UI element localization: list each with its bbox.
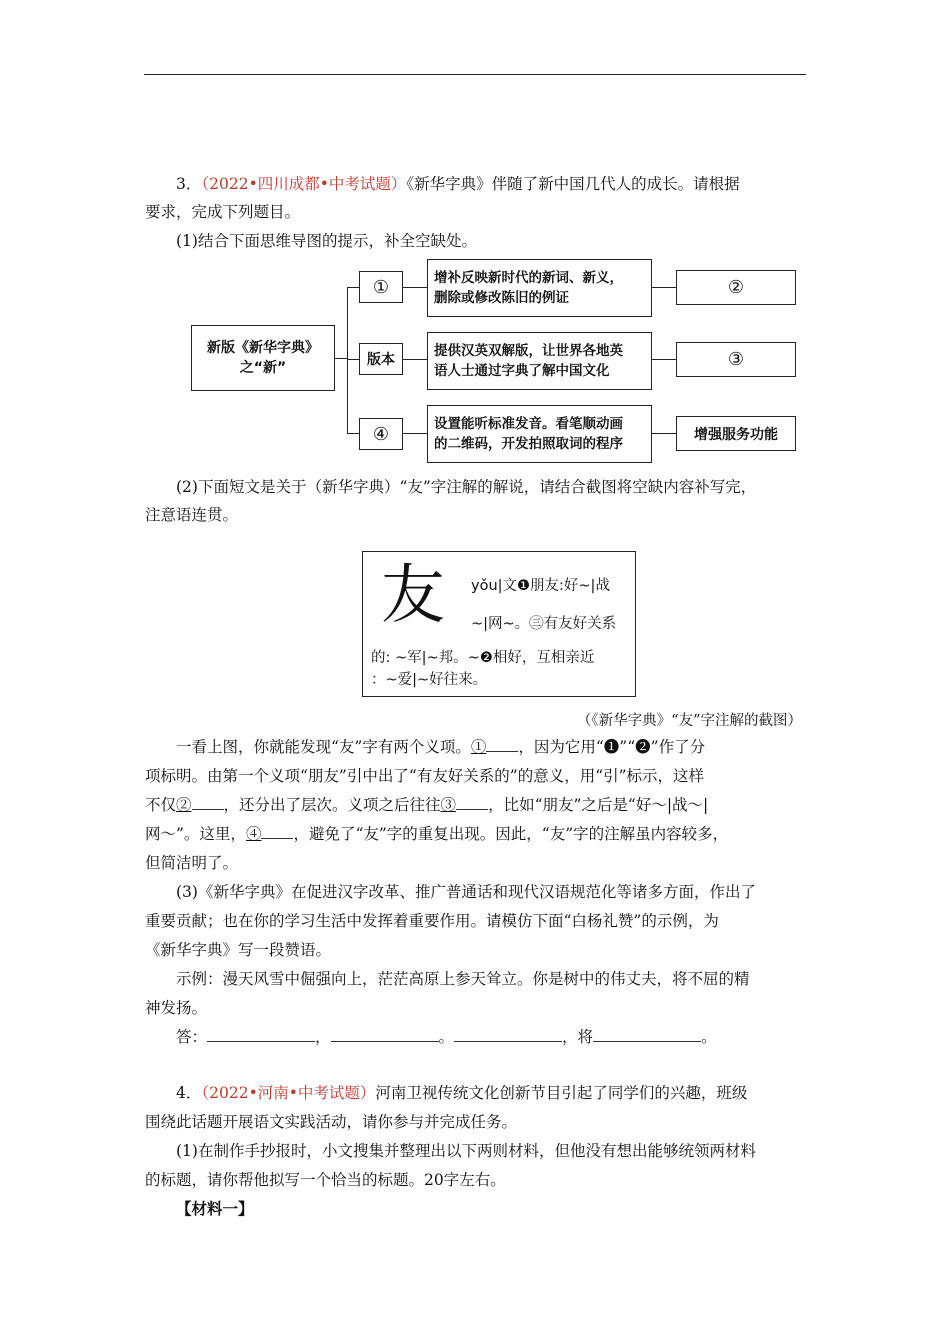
connector — [403, 359, 427, 360]
dict-line4: ：~爱|~好往来。 — [371, 672, 488, 688]
q4-stem-line2: 围绕此话题开展语文实践活动，请你参与并完成任务。 — [145, 1113, 518, 1131]
para-text: ，还分出了层次。义项之后往往 — [223, 796, 441, 814]
para-line5: 但简洁明了。 — [145, 854, 239, 872]
desc-1-line2: 删除或修改陈旧的例证 — [434, 290, 569, 306]
dictionary-entry-box — [362, 551, 636, 697]
answer-sep: ，将 — [562, 1028, 594, 1046]
answer-blank — [261, 824, 293, 839]
mindmap-root-line1: 新版《新华字典》 — [207, 340, 319, 356]
q4-part1-line2: 的标题，请你帮他拟写一个恰当的标题。20字左右。 — [145, 1171, 506, 1189]
answer-blank — [192, 795, 224, 810]
answer-blank — [454, 1027, 562, 1042]
q4-number: 4． — [176, 1084, 202, 1102]
q4-source: （2022•河南•中考试题） — [201, 1084, 376, 1102]
answer-line — [176, 1027, 717, 1047]
connector — [347, 433, 359, 434]
desc-3-line2: 的二维码，开发拍照取词的程序 — [434, 436, 623, 452]
para-text: 一看上图，你就能发现“友”字有两个义项。 — [176, 738, 471, 756]
blank-marker-2: ② — [176, 796, 192, 814]
para-line4 — [145, 824, 728, 844]
dict-caption: （《新华字典》“友”字注解的截图） — [576, 713, 802, 729]
q3-part3-line3: 《新华字典》写一段赞语。 — [145, 941, 332, 959]
q3-number: 3． — [176, 175, 202, 193]
q4-stem-line1 — [176, 1083, 747, 1103]
answer-blank — [207, 1027, 315, 1042]
mindmap-version: 版本 — [359, 343, 403, 375]
para-line2: 项标明。由第一个义项“朋友”引中出了“有友好关系的”的意义，用“引”标示，这样 — [145, 767, 705, 785]
blank-marker-4: ④ — [245, 825, 262, 843]
headword: 友 — [381, 559, 445, 633]
mindmap-desc-2 — [427, 332, 652, 390]
q3-part3-line2: 重要贡献；也在你的学习生活中发挥着重要作用。请模仿下面“白杨礼赞”的示例，为 — [145, 912, 719, 930]
connector — [347, 287, 359, 288]
desc-1-line1: 增补反映新时代的新词、新义， — [434, 270, 623, 286]
connector — [347, 359, 359, 360]
dict-line1: yǒu|文❶朋友:好~|战 — [471, 578, 610, 594]
connector — [403, 287, 427, 288]
header-rule — [144, 74, 806, 75]
desc-2-line2: 语人士通过字典了解中国文化 — [434, 363, 610, 379]
mindmap-blank-3: ③ — [676, 342, 796, 377]
dict-line2: ~|网~。㊂有友好关系 — [471, 616, 617, 632]
mindmap-service: 增强服务功能 — [676, 416, 796, 451]
q3-stem-text: 《新华字典》伴随了新中国几代人的成长。请根据 — [406, 175, 740, 193]
para-text: ，比如“朋友”之后是“好～|战～| — [488, 796, 709, 814]
blank-marker-1: ① — [470, 738, 487, 756]
q4-stem-text: 河南卫视传统文化创新节目引起了同学们的兴趣，班级 — [375, 1084, 748, 1102]
connector — [652, 359, 676, 360]
example-line2: 神发扬。 — [145, 999, 208, 1017]
desc-3-line1: 设置能听标准发音。看笔顺动画 — [434, 416, 623, 432]
q3-stem-line1 — [176, 174, 740, 194]
answer-blank — [593, 1027, 701, 1042]
mindmap-desc-1 — [427, 259, 652, 317]
mindmap-root-line2: 之“新” — [239, 360, 287, 376]
para-text: ，因为它用“❶”“❷”作了分 — [518, 738, 706, 756]
q3-stem-line2: 要求，完成下列题目。 — [145, 203, 301, 221]
answer-sep: ， — [315, 1028, 331, 1046]
q3-source: （2022•四川成都•中考试题） — [201, 175, 407, 193]
mindmap-blank-4: ④ — [359, 418, 403, 450]
connector — [403, 433, 427, 434]
mindmap-root — [191, 325, 335, 391]
para-line3 — [145, 795, 708, 815]
connector — [652, 433, 676, 434]
answer-label: 答： — [176, 1028, 208, 1046]
example-line1: 示例：漫天风雪中倔强向上，茫茫高原上参天耸立。你是树中的伟丈夫，将不屈的精 — [176, 970, 750, 988]
mindmap-blank-1: ① — [359, 271, 403, 303]
para-line1 — [176, 737, 705, 757]
connector — [652, 287, 676, 288]
material-1-label: 【材料一】 — [176, 1199, 254, 1218]
q4-part1-line1: (1)在制作手抄报时，小文搜集并整理出以下两则材料，但他没有想出能够统领两材料 — [176, 1142, 756, 1160]
q3-part1: (1)结合下面思维导图的提示，补全空缺处。 — [176, 232, 477, 250]
dict-line3: 的: ~军|~邦。~❷相好，互相亲近 — [371, 650, 595, 666]
q3-part2-line1: (2)下面短文是关于（新华字典）“友”字注解的解说，请结合截图将空缺内容补写完， — [176, 478, 757, 496]
connector — [347, 287, 348, 433]
answer-blank — [456, 795, 488, 810]
q3-part3-line1: (3)《新华字典》在促进汉字改革、推广普通话和现代汉语规范化等诸多方面，作出了 — [176, 883, 756, 901]
blank-marker-3: ③ — [440, 796, 457, 814]
para-text: 不仅 — [145, 796, 177, 814]
connector — [335, 358, 347, 359]
answer-sep: 。 — [438, 1028, 455, 1046]
desc-2-line1: 提供汉英双解版，让世界各地英 — [434, 343, 623, 359]
answer-blank — [331, 1027, 439, 1042]
answer-blank — [486, 737, 518, 752]
mindmap-desc-3 — [427, 405, 652, 463]
para-text: 网～”。这里， — [145, 825, 246, 843]
mindmap-blank-2: ② — [676, 270, 796, 305]
para-text: ，避免了“友”字的重复出现。因此，“友”字的注解虽内容较多， — [293, 825, 729, 843]
q3-part2-line2: 注意语连贯。 — [145, 506, 239, 524]
answer-sep: 。 — [701, 1028, 717, 1046]
